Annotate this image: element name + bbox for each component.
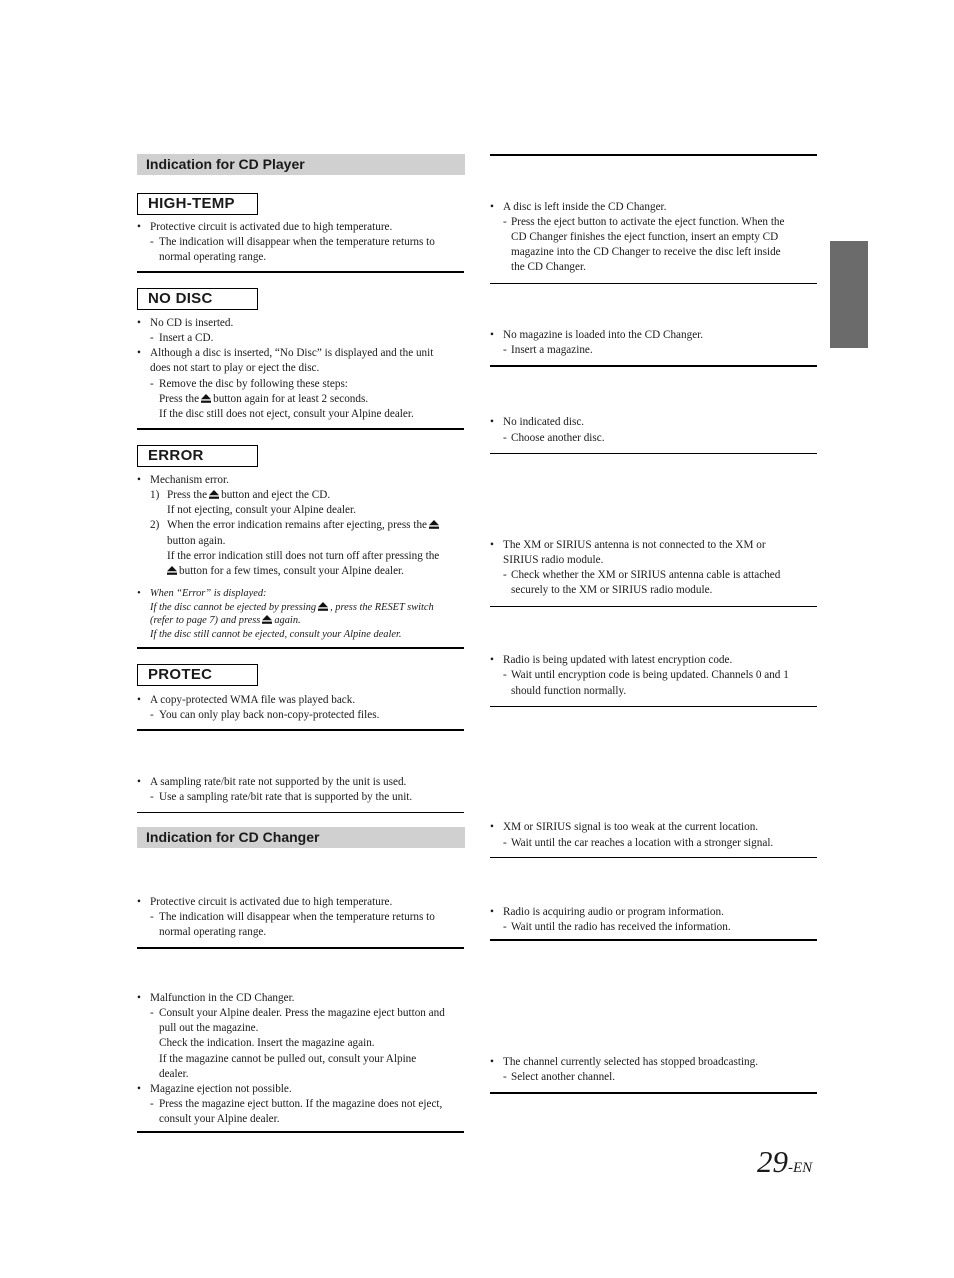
- section-header-cd-player: Indication for CD Player: [137, 154, 465, 175]
- eject-icon: [209, 490, 219, 499]
- divider: [490, 706, 817, 707]
- cause-text: No CD is inserted.: [150, 317, 234, 329]
- cause-text: Radio is acquiring audio or program information.: [503, 906, 724, 918]
- bullet: •: [490, 416, 494, 428]
- remedy-text: You can only play back non-copy-protected files.: [159, 709, 380, 721]
- divider: [490, 365, 817, 367]
- remedy-text: [167, 488, 330, 503]
- page-number-suffix: -EN: [788, 1160, 813, 1176]
- dash: -: [503, 432, 507, 444]
- remedy-text: should function normally.: [511, 685, 627, 697]
- bullet: •: [490, 201, 494, 213]
- dash: -: [150, 1098, 154, 1110]
- eject-icon: [262, 615, 272, 624]
- divider: [137, 812, 464, 813]
- bullet: •: [490, 329, 494, 341]
- remedy-text: Check the indication. Insert the magazine again.: [159, 1037, 375, 1049]
- remedy-text: button again.: [167, 535, 226, 547]
- cause-text: The XM or SIRIUS antenna is not connected to the XM or: [503, 539, 766, 551]
- remedy-text: [159, 392, 368, 407]
- bullet: •: [490, 539, 494, 551]
- dash: -: [150, 236, 154, 248]
- divider: [137, 729, 464, 731]
- note-text-part: , press the RESET switch: [330, 602, 434, 613]
- bullet: •: [137, 347, 141, 359]
- step-number: 1): [150, 489, 160, 501]
- dash: -: [150, 378, 154, 390]
- note-text: [150, 614, 301, 628]
- remedy-text-part: Press the: [167, 489, 208, 501]
- side-tab: [830, 241, 868, 348]
- dash: -: [503, 569, 507, 581]
- dash: -: [150, 911, 154, 923]
- remedy-text: If not ejecting, consult your Alpine dealer.: [167, 504, 356, 516]
- cause-text: Protective circuit is activated due to high temperature.: [150, 221, 393, 233]
- bullet: •: [490, 654, 494, 666]
- cause-text: No magazine is loaded into the CD Changer.: [503, 329, 704, 341]
- dash: -: [150, 791, 154, 803]
- remedy-text: consult your Alpine dealer.: [159, 1113, 280, 1125]
- remedy-text: Select another channel.: [511, 1071, 616, 1083]
- remedy-text: Remove the disc by following these steps:: [159, 378, 348, 390]
- remedy-text-part: button for a few times, consult your Alpine dealer.: [179, 565, 404, 577]
- cause-text: The channel currently selected has stopped broadcasting.: [503, 1056, 759, 1068]
- remedy-text: normal operating range.: [159, 251, 267, 263]
- note-text-part: (refer to page 7) and press: [150, 615, 261, 626]
- dash: -: [503, 921, 507, 933]
- eject-icon: [167, 566, 177, 575]
- remedy-text: CD Changer finishes the eject function, insert an empty CD: [511, 231, 779, 243]
- cause-text: Malfunction in the CD Changer.: [150, 992, 295, 1004]
- dash: -: [150, 709, 154, 721]
- remedy-text: If the disc still does not eject, consult your Alpine dealer.: [159, 408, 414, 420]
- page-number-value: 29: [757, 1144, 788, 1179]
- remedy-text-part: When the error indication remains after ejecting, press the: [167, 519, 428, 531]
- indicator-no-disc: NO DISC: [137, 288, 258, 310]
- remedy-text-part: button and eject the CD.: [221, 489, 331, 501]
- cause-text: Radio is being updated with latest encryption code.: [503, 654, 733, 666]
- bullet: •: [490, 821, 494, 833]
- remedy-text: [167, 518, 441, 533]
- remedy-text-part: button again for at least 2 seconds.: [213, 393, 369, 405]
- bullet: •: [137, 317, 141, 329]
- cause-text: Protective circuit is activated due to high temperature.: [150, 896, 393, 908]
- remedy-text: [167, 564, 404, 579]
- remedy-text: Wait until the radio has received the information.: [511, 921, 731, 933]
- remedy-text: magazine into the CD Changer to receive the disc left inside: [511, 246, 781, 258]
- bullet: •: [137, 588, 141, 599]
- remedy-text: If the magazine cannot be pulled out, consult your Alpine: [159, 1053, 417, 1065]
- remedy-text: pull out the magazine.: [159, 1022, 259, 1034]
- cause-text: A copy-protected WMA file was played back.: [150, 694, 356, 706]
- bullet: •: [137, 221, 141, 233]
- bullet: •: [137, 474, 141, 486]
- dash: -: [150, 1007, 154, 1019]
- step-number: 2): [150, 519, 160, 531]
- cause-text: XM or SIRIUS signal is too weak at the current location.: [503, 821, 759, 833]
- note-text: When “Error” is displayed:: [150, 588, 267, 599]
- note-text: [150, 601, 434, 615]
- divider: [490, 606, 817, 607]
- remedy-text: Press the magazine eject button. If the magazine does not eject,: [159, 1098, 443, 1110]
- bullet: •: [137, 776, 141, 788]
- remedy-text: the CD Changer.: [511, 261, 586, 273]
- divider: [490, 154, 817, 156]
- cause-text: does not start to play or eject the disc.: [150, 362, 320, 374]
- remedy-text: Use a sampling rate/bit rate that is supported by the unit.: [159, 791, 413, 803]
- cause-text: Mechanism error.: [150, 474, 229, 486]
- remedy-text: Consult your Alpine dealer. Press the magazine eject button and: [159, 1007, 445, 1019]
- dash: -: [503, 344, 507, 356]
- divider: [490, 857, 817, 858]
- remedy-text: The indication will disappear when the temperature returns to: [159, 236, 435, 248]
- remedy-text-part: Press the: [159, 393, 200, 405]
- cause-text: Magazine ejection not possible.: [150, 1083, 292, 1095]
- remedy-text: Check whether the XM or SIRIUS antenna cable is attached: [511, 569, 781, 581]
- page-number: [757, 1145, 812, 1179]
- remedy-text: If the error indication still does not turn off after pressing the: [167, 550, 440, 562]
- remedy-text: Choose another disc.: [511, 432, 605, 444]
- bullet: •: [490, 906, 494, 918]
- bullet: •: [137, 694, 141, 706]
- note-text-part: If the disc cannot be ejected by pressing: [150, 602, 317, 613]
- divider: [137, 1131, 464, 1133]
- divider: [137, 428, 464, 430]
- note-text: If the disc still cannot be ejected, consult your Alpine dealer.: [150, 629, 402, 640]
- bullet: •: [137, 896, 141, 908]
- remedy-text: Insert a CD.: [159, 332, 214, 344]
- note-text-part: again.: [274, 615, 301, 626]
- indicator-protec: PROTEC: [137, 664, 258, 686]
- bullet: •: [137, 1083, 141, 1095]
- cause-text: SIRIUS radio module.: [503, 554, 604, 566]
- dash: -: [150, 332, 154, 344]
- divider: [490, 1092, 817, 1094]
- divider: [137, 271, 464, 273]
- cause-text: Although a disc is inserted, “No Disc” is displayed and the unit: [150, 347, 434, 359]
- remedy-text: securely to the XM or SIRIUS radio module.: [511, 584, 713, 596]
- remedy-text: Wait until encryption code is being updated. Channels 0 and 1: [511, 669, 789, 681]
- eject-icon: [318, 602, 328, 611]
- cause-text: A sampling rate/bit rate not supported by the unit is used.: [150, 776, 407, 788]
- remedy-text: Press the eject button to activate the eject function. When the: [511, 216, 785, 228]
- section-header-cd-changer: Indication for CD Changer: [137, 827, 465, 848]
- remedy-text: normal operating range.: [159, 926, 267, 938]
- remedy-text: The indication will disappear when the temperature returns to: [159, 911, 435, 923]
- dash: -: [503, 669, 507, 681]
- dash: -: [503, 1071, 507, 1083]
- remedy-text: Insert a magazine.: [511, 344, 593, 356]
- divider: [490, 453, 817, 454]
- dash: -: [503, 216, 507, 228]
- divider: [137, 947, 464, 949]
- bullet: •: [137, 992, 141, 1004]
- remedy-text: Wait until the car reaches a location with a stronger signal.: [511, 837, 774, 849]
- divider: [137, 647, 464, 649]
- bullet: •: [490, 1056, 494, 1068]
- divider: [490, 939, 817, 941]
- remedy-text: dealer.: [159, 1068, 189, 1080]
- indicator-error: ERROR: [137, 445, 258, 467]
- eject-icon: [201, 394, 211, 403]
- dash: -: [503, 837, 507, 849]
- eject-icon: [429, 520, 439, 529]
- cause-text: No indicated disc.: [503, 416, 585, 428]
- indicator-high-temp: HIGH-TEMP: [137, 193, 258, 215]
- cause-text: A disc is left inside the CD Changer.: [503, 201, 667, 213]
- divider: [490, 283, 817, 284]
